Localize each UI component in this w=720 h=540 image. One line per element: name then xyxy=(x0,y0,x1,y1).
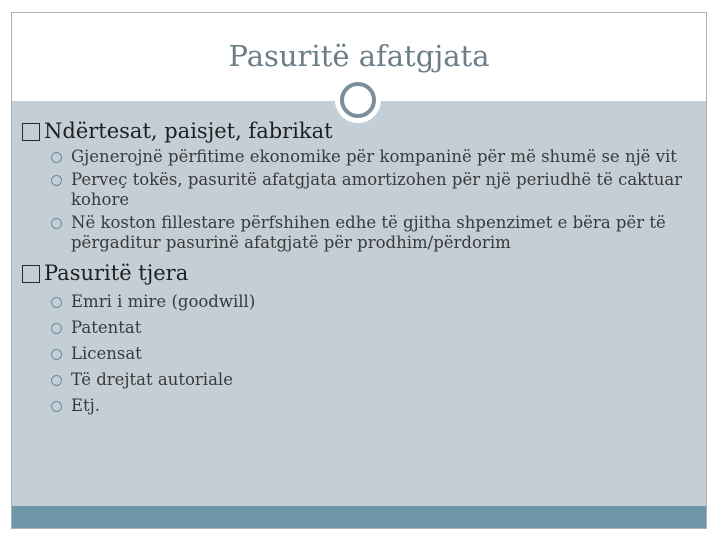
list-item-text: Patentat xyxy=(71,318,142,337)
circle-bullet-icon xyxy=(51,375,62,386)
list-item xyxy=(51,344,692,364)
circle-bullet-icon xyxy=(51,297,62,308)
section-heading xyxy=(22,261,692,285)
list-item-text: Të drejtat autoriale xyxy=(71,370,233,389)
divider-left xyxy=(12,99,335,101)
list-item-text: Etj. xyxy=(71,396,101,415)
list-item xyxy=(51,292,692,312)
list-item xyxy=(51,318,692,338)
circle-bullet-icon xyxy=(51,152,62,163)
bottom-bar xyxy=(12,506,706,528)
section-heading-text: Pasuritë tjera xyxy=(44,261,189,285)
circle-bullet-icon xyxy=(51,401,62,412)
list-item xyxy=(51,213,692,253)
circle-bullet-icon xyxy=(51,323,62,334)
slide-content xyxy=(22,119,692,416)
divider-circle-icon xyxy=(340,82,376,118)
list-item xyxy=(51,147,692,167)
list-item-text: Gjenerojnë përfitime ekonomike për kompaninë për më shumë se një vit xyxy=(71,147,677,166)
list-item xyxy=(51,170,692,210)
list-item-text: Në koston fillestare përfshihen edhe të gjitha shpenzimet e bëra për të përgaditur pasurinë afatgjatë për prodhim/përdorim xyxy=(71,213,666,252)
circle-bullet-icon xyxy=(51,349,62,360)
list-item-text: Perveç tokës, pasuritë afatgjata amortizohen për një periudhë të caktuar kohore xyxy=(71,170,683,209)
list-item-text: Licensat xyxy=(71,344,142,363)
circle-bullet-icon xyxy=(51,218,62,229)
square-bullet-icon xyxy=(22,123,40,141)
section-heading-text: Ndërtesat, paisjet, fabrikat xyxy=(44,119,333,143)
divider-right xyxy=(381,99,706,101)
circle-bullet-icon xyxy=(51,175,62,186)
list-item xyxy=(51,396,692,416)
slide-title: Pasuritë afatgjata xyxy=(228,39,490,73)
slide-frame xyxy=(11,12,707,529)
section-heading xyxy=(22,119,692,143)
square-bullet-icon xyxy=(22,265,40,283)
list-item xyxy=(51,370,692,390)
list-item-text: Emri i mire (goodwill) xyxy=(71,292,256,311)
